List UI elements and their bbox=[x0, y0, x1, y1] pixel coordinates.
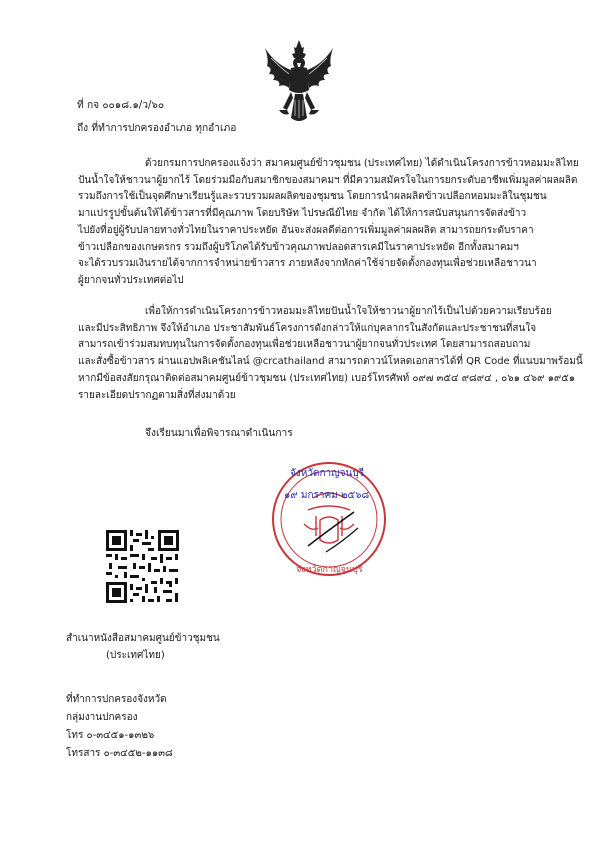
paragraph-line: และมีประสิทธิภาพ จึงให้อำเภอ ประชาสัมพันธ์โครงการดังกล่าวให้แก่บุคลากรในสังกัดและประชาชนที่สนใจ bbox=[78, 322, 537, 334]
contact-tel: โทร ๐-๓๔๕๑-๑๓๒๖ bbox=[66, 730, 155, 741]
contact-office: ที่ทำการปกครองจังหวัด bbox=[66, 694, 167, 705]
stamp-date: ๑๙ มกราคม ๒๕๖๘ bbox=[284, 490, 370, 501]
paragraph-line: ผู้ยากจนทั่วประเทศต่อไป bbox=[78, 274, 184, 286]
paragraph-line: สามารถเข้าร่วมสมทบทุนในการจัดตั้งกองทุนเพื่อช่วยเหลือชาวนาผู้ยากจนทั่วประเทศ โดยสามารถสอบถาม bbox=[78, 339, 531, 351]
sender-block bbox=[66, 630, 220, 664]
paragraph-line: มาแปรรูปขั้นต้นให้ได้ข้าวสารที่มีคุณภาพ โดยบริษัท ไปรษณีย์ไทย จำกัด ได้ให้การสนับสนุนการจัดส่งข้าว bbox=[78, 208, 527, 220]
sender-line-2: (ประเทศไทย) bbox=[106, 650, 165, 661]
stamp-province: จังหวัดกาญจนบุรี bbox=[290, 468, 365, 479]
paragraph-line: จะได้รวบรวมเงินรายได้จากการจำหน่ายข้าวสาร ภายหลังจากหักค่าใช้จ่ายจัดตั้งกองทุนเพื่อช่วยเหลือชาวนา bbox=[78, 258, 537, 270]
contact-fax: โทรสาร ๐-๓๔๕๒-๑๑๓๘ bbox=[66, 748, 173, 759]
qr-code-icon bbox=[104, 528, 181, 605]
garuda-emblem-icon bbox=[261, 38, 337, 126]
contact-group: กลุ่มงานปกครอง bbox=[66, 712, 138, 723]
paragraph-line: รายละเอียดปรากฏตามสิ่งที่ส่งมาด้วย bbox=[78, 389, 236, 401]
paragraph-line: เพื่อให้การดำเนินโครงการข้าวหอมมะลิไทยปันน้ำใจให้ชาวนาผู้ยากไร้เป็นไปด้วยความเรียบร้อย bbox=[145, 306, 552, 317]
paragraph-line: หากมีข้อสงสัยกรุณาติดต่อสมาคมศูนย์ข้าวชุมชน (ประเทศไทย) เบอร์โทรศัพท์ ๐๙๗ ๓๕๔ ๙๘๙๔ , ๐๖๑ ๔๖๙ ๑๙๕๑ bbox=[78, 372, 576, 384]
paragraph-line: ด้วยกรมการปกครองแจ้งว่า สมาคมศูนย์ข้าวชุมชน (ประเทศไทย) ได้ดำเนินโครงการข้าวหอมมะลิไทย bbox=[145, 158, 579, 169]
body-paragraph-2 bbox=[78, 304, 583, 404]
paragraph-line: รวมถึงการใช้เป็นจุดศึกษาเรียนรู้และรวบรวมผลผลิตของชุมชน โดยการนำผลผลิตข้าวเปลือกหอมมะลิในชุมชน bbox=[78, 191, 547, 203]
paragraph-line: และสั่งซื้อข้าวสาร ผ่านแอปพลิเคชันไลน์ @crcathailand สามารถดาวน์โหลดเอกสารได้ที่ QR Code ที่แนบมาพร้อมนี้ bbox=[78, 356, 583, 368]
paragraph-line: ไปยังที่อยู่ผู้รับปลายทางทั่วไทยในราคาประหยัด อันจะส่งผลดีต่อการเพิ่มมูลค่าผลผลิต สามารถยกระดับราคา bbox=[78, 224, 534, 236]
sender-line-1: สำเนาหนังสือสมาคมศูนย์ข้าวชุมชน bbox=[66, 633, 220, 644]
official-stamp bbox=[268, 458, 390, 580]
paragraph-line: ปันน้ำใจให้ชาวนาผู้ยากไร้ โดยร่วมมือกับสมาชิกของสมาคมฯ ที่มีความสมัครใจในการยกระดับอาชีพเพิ่มมูลค่าผลผลิต bbox=[78, 174, 578, 186]
recipient-line: ถึง ที่ทำการปกครองอำเภอ ทุกอำเภอ bbox=[77, 123, 237, 134]
reference-number: ที่ กจ ๐๐๑๘.๑/ว/๖๐ bbox=[77, 100, 165, 111]
closing-line: จึงเรียนมาเพื่อพิจารณาดำเนินการ bbox=[145, 428, 293, 439]
body-paragraph-1 bbox=[78, 156, 579, 290]
seal-text: จังหวัดกาญจนบุรี bbox=[296, 565, 363, 575]
contact-block bbox=[66, 691, 173, 763]
paragraph-line: ข้าวเปลือกของเกษตรกร รวมถึงผู้บริโภคได้รับข้าวคุณภาพปลอดสารเคมีในราคาประหยัด อีกทั้งสมาคมฯ bbox=[78, 241, 519, 253]
